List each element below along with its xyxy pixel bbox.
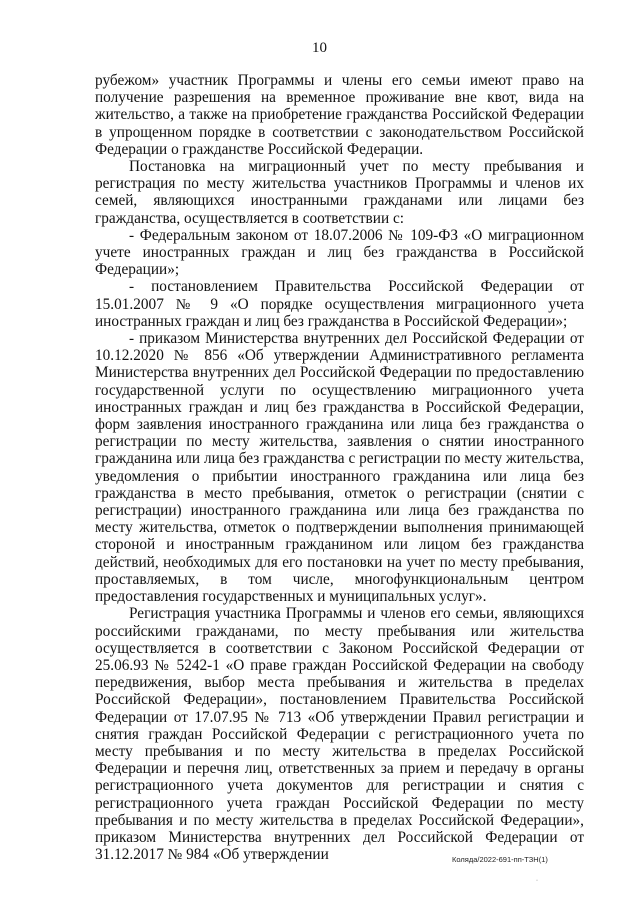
list-item-federal-law: - Федеральным законом от 18.07.2006 № 109-ФЗ «О миграционном учете иностранных граждан и лиц без гражданства в Российской Федерации»; — [95, 226, 584, 279]
page-number: 10 — [312, 40, 327, 56]
paragraph-migration-registration: Постановка на миграционный учет по месту пребывания и регистрация по месту жительства участников Программы и членов их семей, являющихся иностранными гражданами или лицами без гражданства, осуществляется в соответствии с: — [95, 158, 584, 227]
paragraph-continuation: рубежом» участник Программы и члены его семьи имеют право на получение разрешения на временное проживание вне квот, вида на жительство, а также на приобретение гражданства Российской Федерации в упрощенном порядке в соответствии с законодательством Российской Федерации о гражданстве Российской Федерации. — [95, 72, 584, 158]
document-body — [95, 72, 584, 863]
paragraph-citizen-registration: Регистрация участника Программы и членов его семьи, являющихся российскими гражданами, по месту пребывания или жительства осуществляется в соответствии с Законом Российской Федерации от 25.06.93 № 5242-1 «О праве граждан Российской Федерации на свободу передвижения, выбор места пребывания и жительства в пределах Российской Федерации», постановлением Правительства Российской Федерации от 17.07.95 № 713 «Об утверждении Правил регистрации и снятия граждан Российской Федерации с регистрационного учета по месту пребывания и по месту жительства в пределах Российской Федерации и перечня лиц, ответственных за прием и передачу в органы регистрационного учета документов для регистрации и снятия с регистрационного учета граждан Российской Федерации по месту пребывания и по месту жительства в пределах Российской Федерации», приказом Министерства внутренних дел Российской Федерации от 31.12.2017 № 984 «Об утверждении — [95, 605, 584, 864]
list-item-government-resolution: - постановлением Правительства Российской Федерации от 15.01.2007 № 9 «О порядке осуществления миграционного учета иностранных граждан и лиц без гражданства в Российской Федерации»; — [95, 278, 584, 330]
footer-dot: · — [536, 878, 538, 884]
document-code: Коляда/2022-691-пп-ТЗН(1) — [452, 855, 548, 864]
list-item-ministry-order: - приказом Министерства внутренних дел Российской Федерации от 10.12.2020 № 856 «Об утверждении Административного регламента Министерства внутренних дел Российской Федерации по предоставлению государственной услуги по осуществлению миграционного учета иностранных граждан и лиц без гражданства в Российской Федерации, форм заявления иностранного гражданина или лица без гражданства о регистрации по месту жительства, заявления о снятии иностранного гражданина или лица без гражданства с регистрации по месту жительства, уведомления о прибытии иностранного гражданина или лица без гражданства в место пребывания, отметок о регистрации (снятии с регистрации) иностранного гражданина или лица без гражданства по месту жительства, отметок о подтверждении выполнения принимающей стороной и иностранным гражданином или лицом без гражданства действий, необходимых для его постановки на учет по месту пребывания, проставляемых, в том числе, многофункциональным центром предоставления государственных и муниципальных услуг». — [95, 330, 584, 606]
